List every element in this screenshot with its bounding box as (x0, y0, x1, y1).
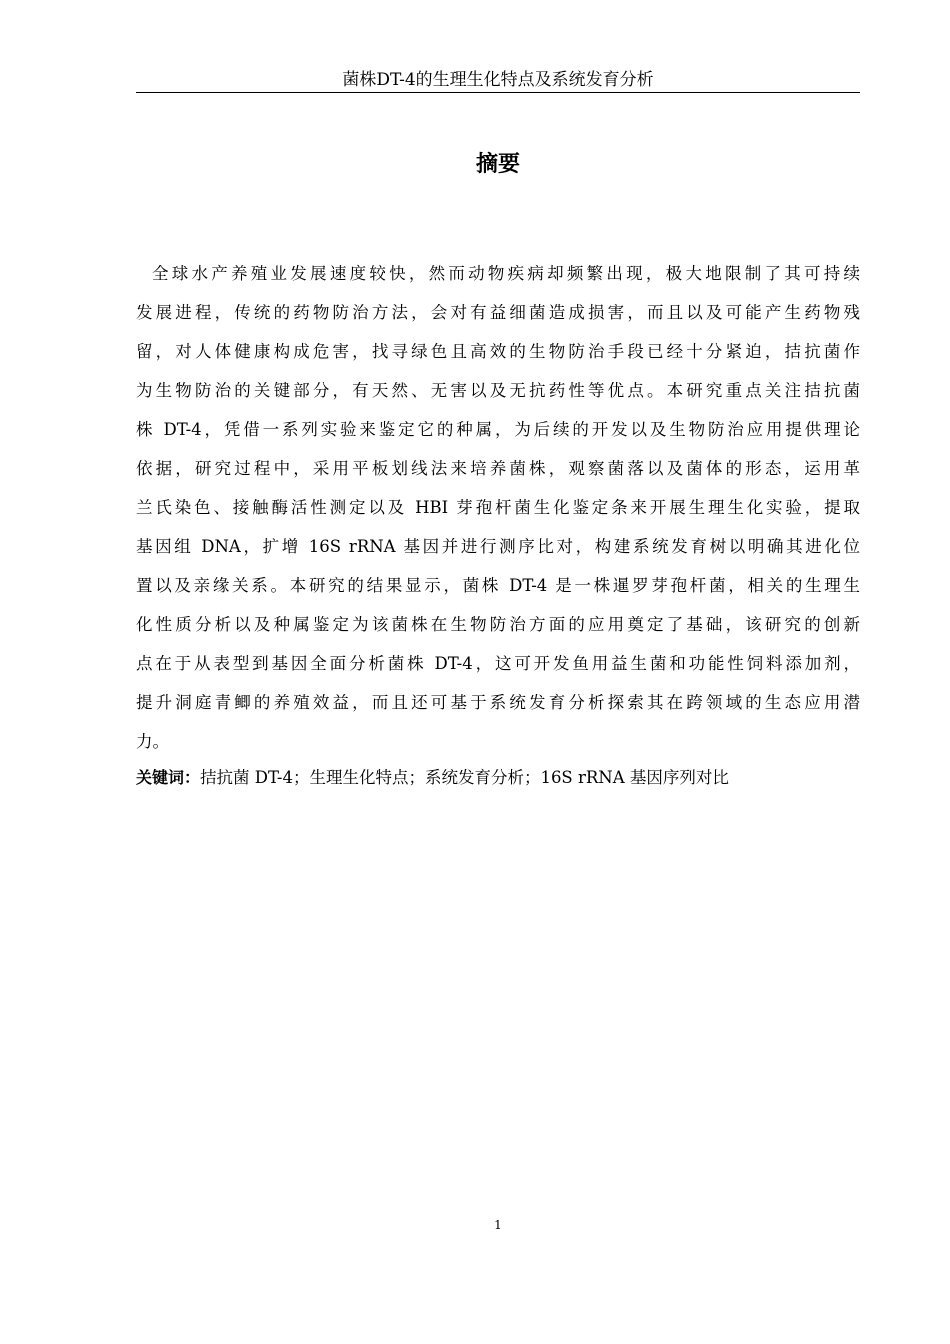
abstract-line: 留，对人体健康构成危害，找寻绿色且高效的生物防治手段已经十分紧迫，拮抗菌作 (136, 342, 860, 361)
abstract-line: 点在于从表型到基因全面分析菌株 DT-4，这可开发鱼用益生菌和功能性饲料添加剂， (136, 654, 860, 673)
abstract-line: 发展进程，传统的药物防治方法，会对有益细菌造成损害，而且以及可能产生药物残 (136, 303, 860, 322)
abstract-line: 全球水产养殖业发展速度较快，然而动物疾病却频繁出现，极大地限制了其可持续 (152, 264, 860, 283)
abstract-line: 基因组 DNA，扩增 16S rRNA 基因并进行测序比对，构建系统发育树以明确其进化位 (136, 537, 860, 556)
abstract-line: 为生物防治的关键部分，有天然、无害以及无抗药性等优点。本研究重点关注拮抗菌 (136, 381, 860, 400)
page-number: 1 (494, 1218, 502, 1232)
keywords-text: 拮抗菌 DT-4；生理生化特点；系统发育分析；16S rRNA 基因序列对比 (200, 768, 729, 787)
abstract-line: 力。 (136, 732, 169, 751)
abstract-line: 依据，研究过程中，采用平板划线法来培养菌株，观察菌落以及菌体的形态，运用革 (136, 459, 860, 478)
running-header-title: 菌株DT-4的生理生化特点及系统发育分析 (342, 70, 654, 90)
abstract-line: 化性质分析以及种属鉴定为该菌株在生物防治方面的应用奠定了基础，该研究的创新 (136, 615, 860, 634)
keywords (136, 765, 860, 791)
abstract-line: 兰氏染色、接触酶活性测定以及 HBI 芽孢杆菌生化鉴定条来开展生理生化实验，提取 (136, 498, 860, 517)
keywords-label: 关键词： (136, 768, 201, 787)
abstract-line: 置以及亲缘关系。本研究的结果显示，菌株 DT-4 是一株暹罗芽孢杆菌，相关的生理生 (136, 576, 860, 595)
abstract-body (136, 254, 860, 761)
abstract-line: 株 DT-4，凭借一系列实验来鉴定它的种属，为后续的开发以及生物防治应用提供理论 (136, 420, 860, 439)
page-title: 摘要 (475, 152, 520, 177)
abstract-line: 提升洞庭青鲫的养殖效益，而且还可基于系统发育分析探索其在跨领域的生态应用潜 (136, 693, 860, 712)
header-divider (136, 92, 860, 93)
